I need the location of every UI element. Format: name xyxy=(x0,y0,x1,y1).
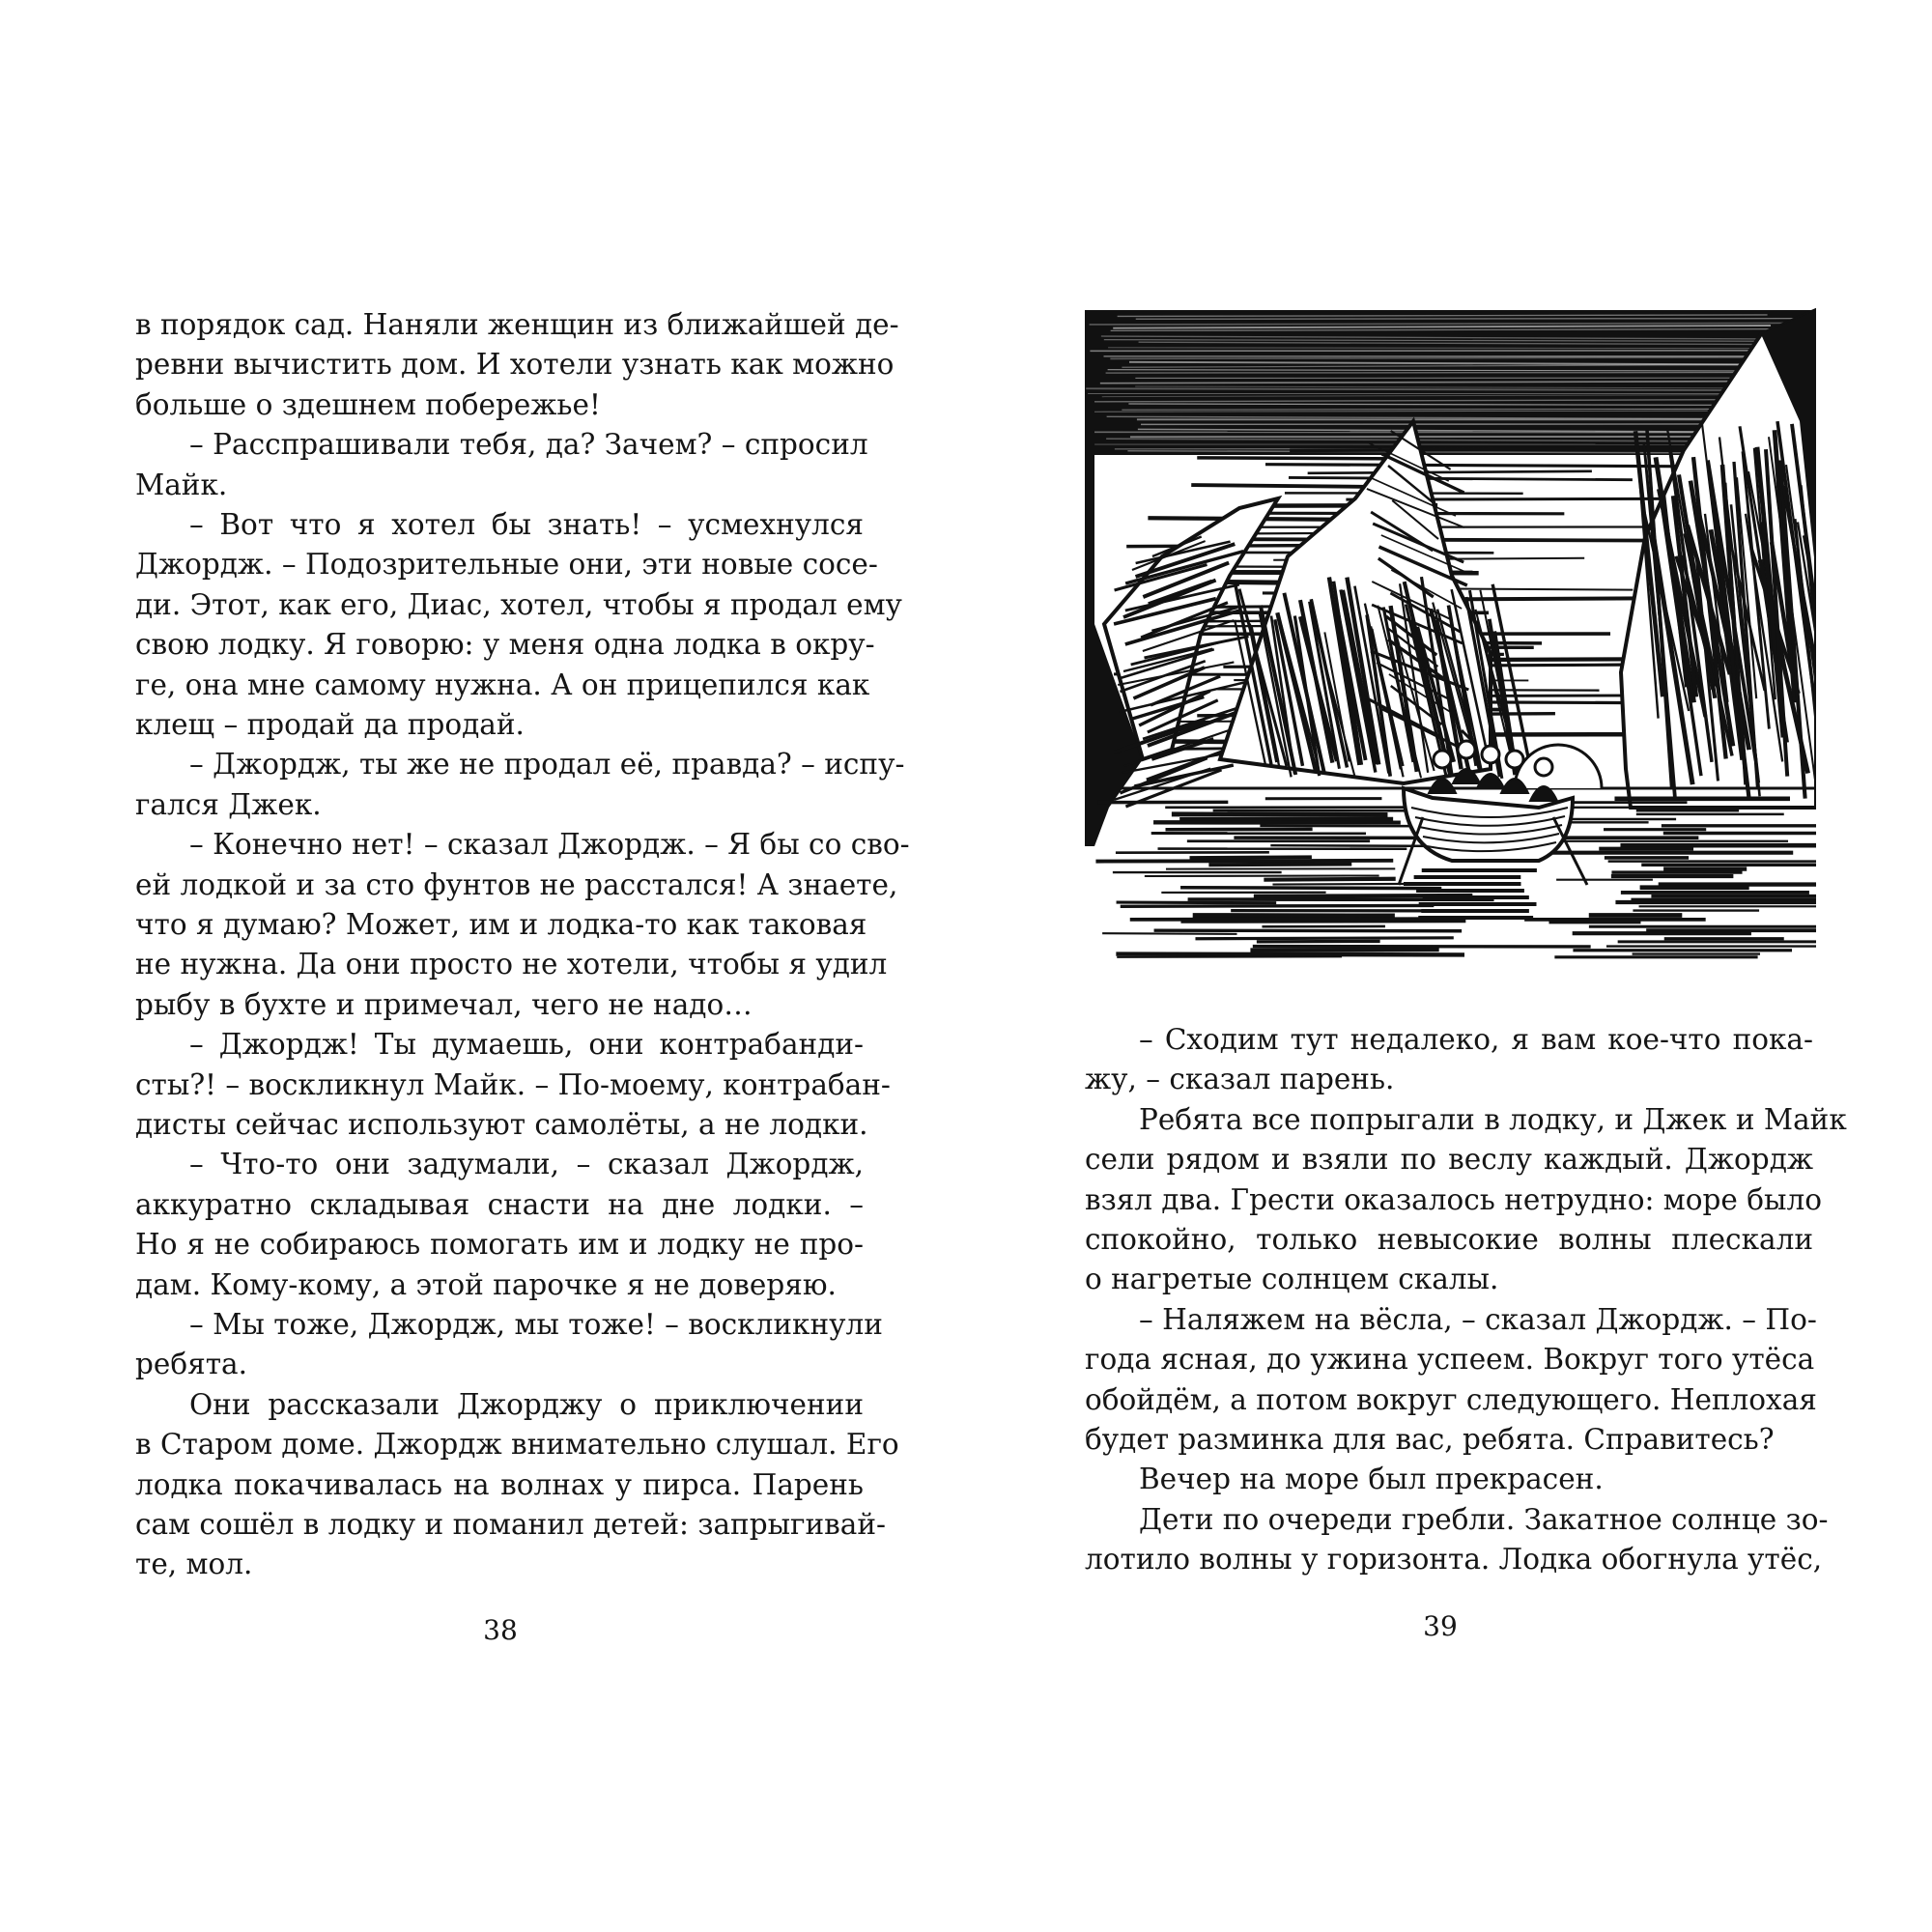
text-line: – Конечно нет! – сказал Джордж. – Я бы со сво- xyxy=(189,828,910,862)
text-line: не нужна. Да они просто не хотели, чтобы я удил xyxy=(135,948,888,981)
text-line: Джордж. – Подозрительные они, эти новые сосе- xyxy=(135,548,878,582)
text-line: гался Джек. xyxy=(135,787,322,821)
text-line: будет разминка для вас, ребята. Справитесь? xyxy=(1085,1423,1775,1456)
text-line: в порядок сад. Наняли женщин из ближайшей де- xyxy=(135,308,899,341)
text-line: ей лодкой и за сто фунтов не расстался! А знаете, xyxy=(135,867,898,901)
text-line: – Джордж, ты же не продал её, правда? – испу- xyxy=(189,748,905,781)
text-line: ди. Этот, как его, Диас, хотел, чтобы я продал ему xyxy=(135,587,902,621)
page-number-right: 39 xyxy=(1423,1610,1458,1642)
text-line: обойдём, а потом вокруг следующего. Неплохая xyxy=(1085,1382,1817,1416)
text-line: в Старом доме. Джордж внимательно слушал. Его xyxy=(135,1428,899,1462)
text-line: ге, она мне самому нужна. А он прицепился как xyxy=(135,668,870,701)
text-line: сам сошёл в лодку и поманил детей: запрыгивай- xyxy=(135,1508,886,1541)
text-line: свою лодку. Я говорю: у меня одна лодка в окру- xyxy=(135,628,875,662)
text-line: – Мы тоже, Джордж, мы тоже! – воскликнули xyxy=(189,1308,883,1341)
text-line: – Расспрашивали тебя, да? Зачем? – спросил xyxy=(189,428,868,462)
page-number-left: 38 xyxy=(483,1614,518,1646)
text-line: о нагретые солнцем скалы. xyxy=(1085,1263,1499,1296)
text-line: Майк. xyxy=(135,468,228,501)
text-line: лотило волны у горизонта. Лодка обогнула утёс, xyxy=(1085,1543,1823,1577)
text-line: больше о здешнем побережье! xyxy=(135,387,601,421)
text-line: – Наляжем на вёсла, – сказал Джордж. – По- xyxy=(1139,1302,1817,1336)
text-line: года ясная, до ужина успеем. Вокруг того утёса xyxy=(1085,1343,1815,1377)
text-line: те, мол. xyxy=(135,1548,253,1581)
text-line: ревни вычистить дом. И хотели узнать как можно xyxy=(135,348,895,382)
text-line: дисты сейчас используют самолёты, а не лодки. xyxy=(135,1108,868,1141)
text-line: Но я не собираюсь помогать им и лодку не про- xyxy=(135,1228,864,1262)
text-line: аккуратно складывая снасти на дне лодки. – xyxy=(135,1187,864,1221)
text-line: рыбу в бухте и примечал, чего не надо… xyxy=(135,987,753,1021)
text-line: лодка покачивалась на волнах у пирса. Парень xyxy=(135,1467,864,1501)
boat-illustration xyxy=(1085,305,1816,964)
text-line: – Сходим тут недалеко, я вам кое-что пока- xyxy=(1139,1023,1813,1056)
text-line: сели рядом и взяли по веслу каждый. Джордж xyxy=(1085,1143,1813,1177)
text-line: Ребята все попрыгали в лодку, и Джек и Майк xyxy=(1139,1102,1847,1136)
text-line: – Что-то они задумали, – сказал Джордж, xyxy=(189,1148,864,1181)
text-line: клещ – продай да продай. xyxy=(135,708,525,741)
text-line: жу, – сказал парень. xyxy=(1085,1063,1395,1096)
text-line: Дети по очереди гребли. Закатное солнце зо- xyxy=(1139,1502,1829,1536)
text-line: что я думаю? Может, им и лодка-то как таковая xyxy=(135,908,867,941)
text-line: ребята. xyxy=(135,1348,247,1381)
text-line: спокойно, только невысокие волны плескали xyxy=(1085,1223,1813,1256)
text-line: сты?! – воскликнул Майк. – По-моему, контрабан- xyxy=(135,1067,891,1101)
text-line: – Вот что я хотел бы знать! – усмехнулся xyxy=(189,508,864,541)
text-line: Они рассказали Джорджу о приключении xyxy=(189,1387,864,1421)
text-line: Вечер на море был прекрасен. xyxy=(1139,1463,1604,1496)
text-line: – Джордж! Ты думаешь, они контрабанди- xyxy=(189,1028,864,1062)
text-line: дам. Кому-кому, а этой парочке я не доверяю. xyxy=(135,1267,837,1301)
text-line: взял два. Грести оказалось нетрудно: море было xyxy=(1085,1182,1822,1216)
